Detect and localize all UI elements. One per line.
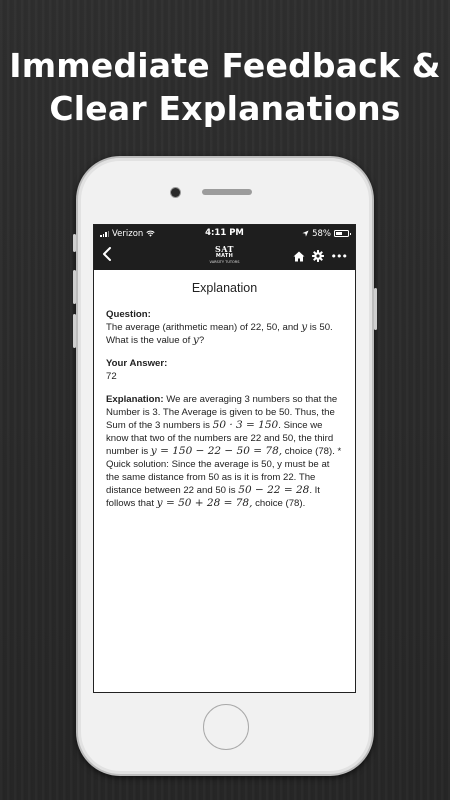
- headline-line-1: Immediate Feedback &: [9, 46, 441, 85]
- more-icon[interactable]: •••: [330, 249, 347, 263]
- sat-math-logo: [94, 246, 355, 265]
- location-arrow-icon: [302, 230, 309, 237]
- explanation-block: [106, 393, 343, 510]
- answer-block: [106, 357, 343, 383]
- volume-down-button: [73, 314, 76, 348]
- explanation-text: choice (78).: [252, 498, 306, 509]
- headline-line-2: Clear Explanations: [49, 89, 401, 128]
- volume-up-button: [73, 270, 76, 304]
- status-time: 4:11 PM: [205, 228, 244, 238]
- logo-line-1: SAT: [215, 244, 234, 254]
- explanation-text: We are averaging 3 numbers so that the Number is 3. The Average is given to be 50. Thus, the Sum of the 3 numbers is: [106, 394, 338, 431]
- explanation-math: y = 50 + 28 = 78,: [156, 497, 253, 509]
- battery-percent: 58%: [312, 228, 331, 239]
- power-button: [374, 288, 377, 330]
- explanation-math: 50 − 22 = 28: [238, 484, 310, 496]
- carrier-name: Verizon: [112, 228, 144, 239]
- signal-icon: [100, 230, 109, 237]
- explanation-text: . It follows that: [106, 485, 320, 509]
- question-variable: y: [301, 321, 308, 333]
- question-text-part: The average (arithmetic mean) of 22, 50, and: [106, 322, 302, 333]
- logo-line-2: MATH: [215, 253, 234, 259]
- home-button[interactable]: [203, 704, 249, 750]
- question-variable: y: [192, 334, 199, 346]
- earpiece-speaker: [202, 189, 252, 195]
- question-text-part: ?: [198, 335, 205, 346]
- answer-value: 72: [106, 371, 117, 382]
- answer-label: Your Answer:: [106, 358, 168, 369]
- phone-screen: [93, 224, 356, 693]
- explanation-math: y = 150 − 22 − 50 = 78,: [150, 445, 283, 457]
- explanation-math: 50 · 3 = 150: [212, 419, 279, 431]
- question-label: Question:: [106, 309, 151, 320]
- nav-bar: [94, 242, 355, 270]
- question-text: [106, 321, 343, 347]
- mute-switch: [73, 234, 76, 252]
- question-text-part: is 50. What is the value of: [106, 322, 333, 346]
- explanation-text: . Since we know that two of the numbers are 22 and 50, the third number is: [106, 420, 334, 457]
- explanation-content: [94, 281, 355, 510]
- question-block: [106, 308, 343, 347]
- wifi-icon: [146, 230, 155, 237]
- explanation-title: Explanation: [191, 281, 258, 295]
- front-camera: [171, 188, 180, 197]
- explanation-text: choice (78). * Quick solution: Since the average is 50, y must be at the same distance from 50 as is it is from 22. The distance between 22 and 50 is: [106, 446, 342, 496]
- promo-headline: [0, 44, 450, 130]
- status-bar: [94, 225, 355, 242]
- logo-line-3: VARSITY TUTORS: [209, 260, 240, 264]
- battery-icon: [334, 230, 349, 237]
- explanation-label: Explanation:: [106, 394, 164, 405]
